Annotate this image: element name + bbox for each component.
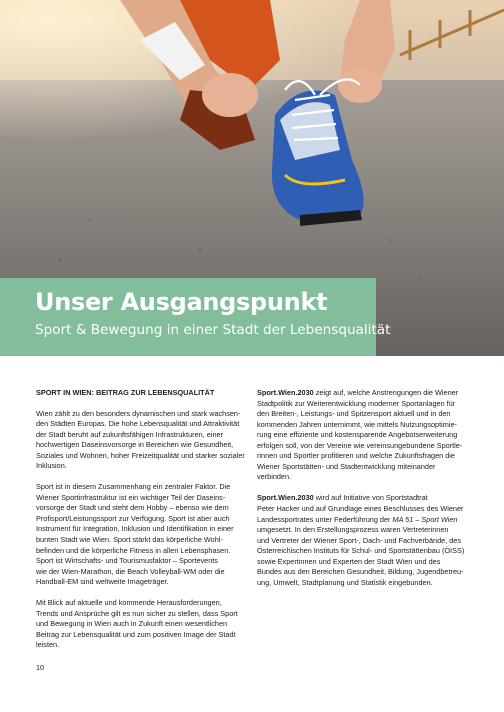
text-line: rung eine effiziente und kostensparende Angebotserweiterung: [257, 430, 458, 440]
text-line: erfolgen soll, von der Vereine wie vereinsungebundene Sportle-: [257, 440, 463, 450]
text-line: [257, 493, 472, 504]
text-fragment: zeigt auf, welche Anstrengungen die Wiener: [313, 388, 459, 397]
text-line: den Breiten-, Leistungs- und Spitzensport aktuell und in den: [257, 409, 451, 419]
text-line: der Stadt beruht auf zukunftsfähigen Infrastrukturen, einer: [36, 429, 223, 439]
text-line: leisten.: [36, 640, 60, 650]
text-line: Soziales und Wohnen, hoher Freizeitqualität und starker sozialer: [36, 450, 245, 460]
text-line: Peter Hacker und auf Grundlage eines Beschlusses des Wiener: [257, 503, 464, 513]
brand-name: Sport.Wien.2030: [257, 388, 314, 397]
text-line: [257, 515, 472, 526]
text-line: Handball-EM sind weltweite Imageträger.: [36, 577, 169, 587]
text-line: verbinden.: [257, 472, 292, 482]
text-line: Österreichischen Instituts für Schul- und Sportstättenbau (ÖISS): [257, 546, 465, 556]
text-line: den Städten Europas. Die hohe Lebensqualität und Attraktivität: [36, 419, 240, 429]
paragraph-sportwien-2: [257, 493, 472, 588]
text-line: Trends und Ansprüche gilt es nun sicher zu stellen, dass Sport: [36, 608, 238, 618]
text-line: bunten Stadt wie Wien. Sport stärkt das körperliche Wohl-: [36, 535, 223, 545]
text-line: kommenden Jahren unternimmt, wie mittels Nutzungsoptimie-: [257, 419, 457, 429]
text-line: vorsorge der Stadt und steht dem Hobby – ebenso wie dem: [36, 503, 229, 513]
text-line: Stadtpolitik zur Weiterentwicklung moderner Sportanlagen für: [257, 398, 456, 408]
text-line: Beitrag zur Lebensqualität und zum positiven Image der Stadt: [36, 629, 236, 639]
text-line: [257, 388, 472, 399]
text-line: wie der Wien-Marathon, die Beach Volleyball-WM oder die: [36, 566, 225, 576]
text-line: und Bewegung in Wien auch in Zukunft einen wesentlichen: [36, 619, 228, 629]
text-line: Wiener Sportstätten- und Stadtentwicklung miteinander: [257, 461, 436, 471]
paragraph-1: [36, 409, 250, 472]
text-line: Sport ist Wirtschafts- und Tourismusfaktor – Sportevents: [36, 556, 218, 566]
text-line: Wien zählt zu den besonders dynamischen und stark wachsen-: [36, 408, 241, 418]
title-band: [0, 278, 391, 356]
text-fragment: wird auf Initiative von Sportstadtrat: [313, 493, 428, 503]
paragraph-sportwien-1: [257, 388, 472, 483]
right-column: [257, 388, 472, 599]
brand-name: Sport.Wien.2030: [257, 493, 314, 503]
text-line: ung, Umwelt, Stadtplanung und Statistik eingebunden.: [257, 577, 433, 587]
text-line: umgesetzt. In den Erstellungsprozess waren Vertreterinnen: [257, 525, 449, 535]
left-column: [36, 388, 250, 661]
paragraph-3: [36, 598, 250, 651]
text-line: Mit Blick auf aktuelle und kommende Herausforderungen,: [36, 598, 222, 608]
section-heading: SPORT IN WIEN: BEITRAG ZUR LEBENSQUALITÄT: [36, 388, 215, 397]
text-line: und Vertreter der Wiener Sport-, Dach- und Fachverbände, des: [257, 535, 462, 545]
text-line: hochwertigen Daseinsvorsorge in Bereichen wie Gesundheit,: [36, 440, 234, 450]
department-name: MA 51 – Sport Wien: [392, 514, 458, 524]
text-line: Bundes aus den Bereichen Gesundheit, Bildung, Jugendbetreu-: [257, 567, 464, 577]
text-line: Sport ist in diesem Zusammenhang ein zentraler Faktor. Die: [36, 482, 231, 492]
page-title: Unser Ausgangspunkt: [35, 288, 328, 316]
text-line: Instrument für Integration, Inklusion und Identifikation in einer: [36, 524, 234, 534]
text-line: Wiener Sportinfrastruktur ist ein wichtiger Teil der Daseins-: [36, 492, 226, 502]
text-line: Inklusion.: [36, 461, 67, 471]
text-line: rinnen und Sportler profitieren und welche Zukunftsfragen die: [257, 451, 455, 461]
text-line: sowie Expertinnen und Experten der Stadt Wien und des: [257, 556, 441, 566]
text-line: Profisport/Leistungssport zur Verfügung. Sport ist aber auch: [36, 513, 230, 523]
text-line: befinden und die körperliche Fitness in allen Lebensphasen.: [36, 545, 231, 555]
page-subtitle: Sport & Bewegung in einer Stadt der Lebensqualität: [35, 322, 391, 338]
paragraph-2: [36, 482, 250, 587]
page-number: 10: [36, 663, 45, 672]
text-fragment: Landessportrates unter Federführung der: [257, 514, 393, 524]
